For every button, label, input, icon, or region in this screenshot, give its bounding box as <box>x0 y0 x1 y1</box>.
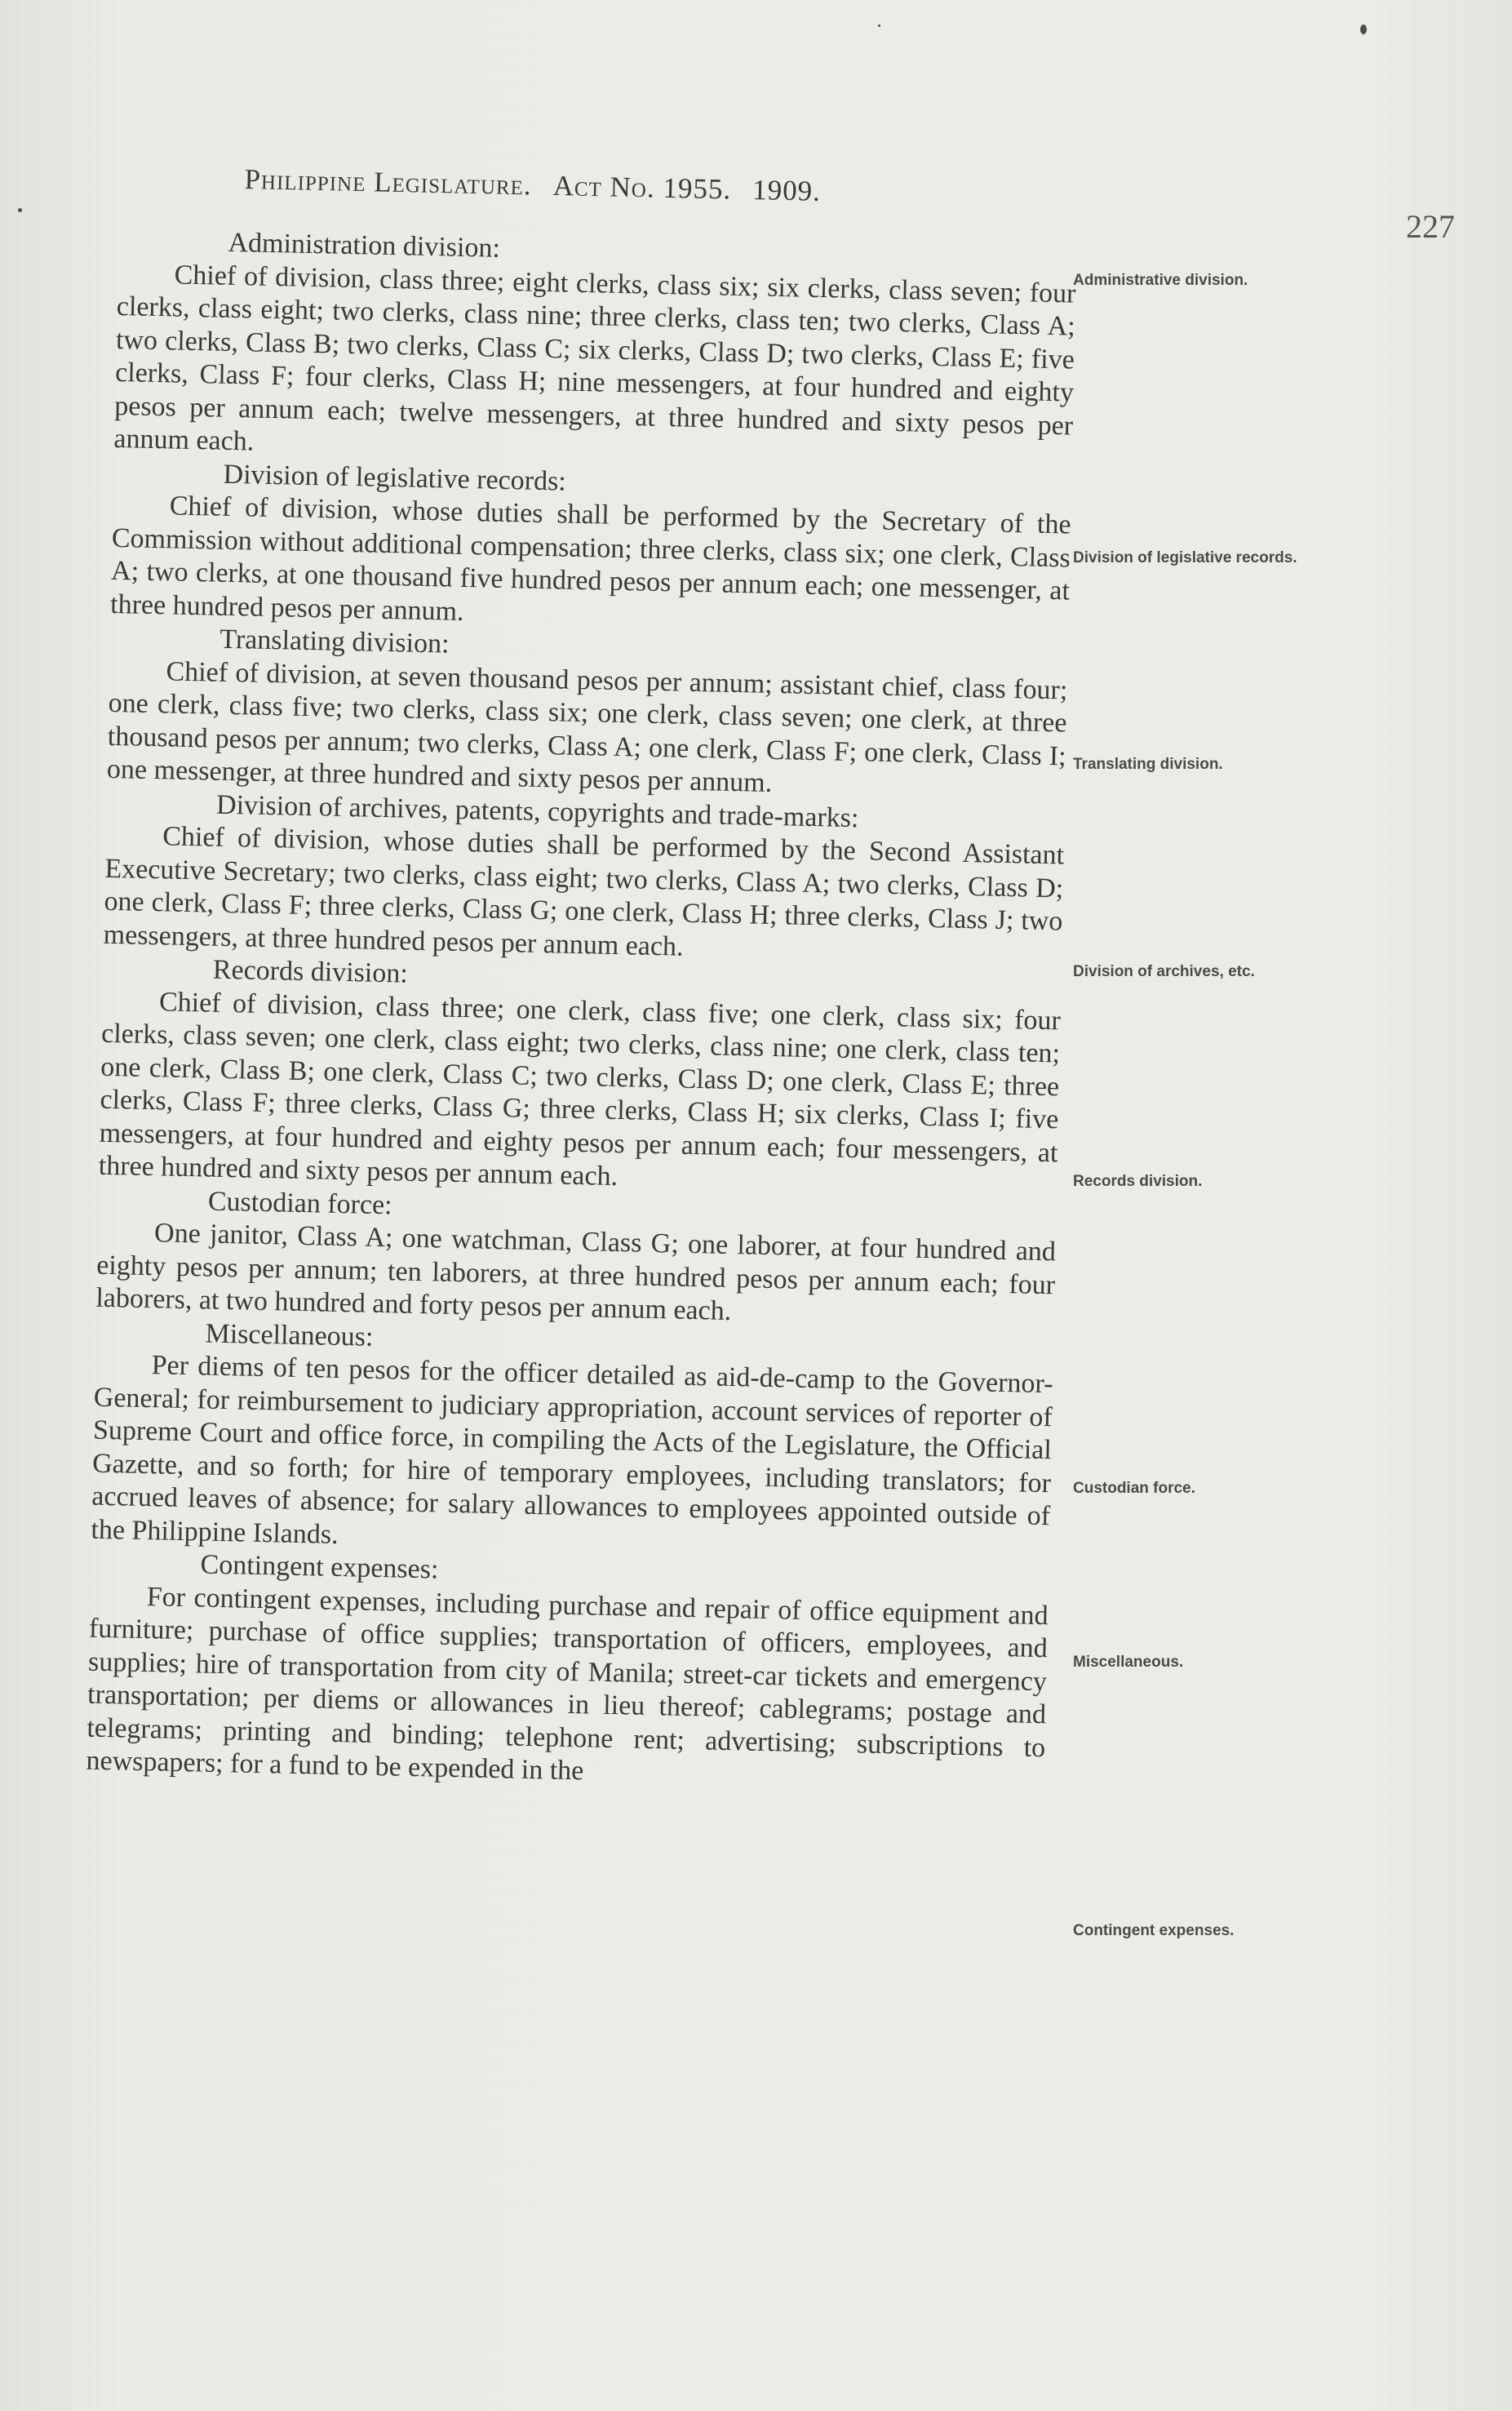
margin-note: Records division. <box>1073 1173 1203 1190</box>
body-column <box>86 224 1077 1798</box>
margin-note: Contingent expenses. <box>1073 1922 1235 1939</box>
section-body: Chief of division, class three; one clerk, class five; one clerk, class six; four clerks, class seven; one clerk, class eight; two clerks, class nine; one clerk, class ten; one clerk, Class B; one clerk, Class C; two clerks, Class D; one clerk, Class E; three clerks, Class F; three clerks, Class G; three clerks, Class H; six clerks, Class I; five messengers, at four hundred and eighty pesos per annum each; four messengers, at three hundred and sixty pesos per annum each. <box>98 986 1062 1192</box>
section-heading: Administration division: <box>228 227 501 264</box>
section-body: Chief of division, at seven thousand pesos per annum; assistant chief, class four; one clerk, class five; two clerks, class six; one clerk, class seven; one clerk, at three thousand pesos per annum; two clerks, Class A; one clerk, Class F; one clerk, Class I; one messenger, at three hundred and sixty pesos per annum. <box>106 655 1068 798</box>
section-heading: Custodian force: <box>207 1186 392 1220</box>
section-records <box>98 952 1062 1203</box>
page-number: 227 <box>1406 208 1455 245</box>
margin-note: Division of legislative records. <box>1073 549 1297 566</box>
scan-speck <box>18 208 22 212</box>
section-body: Per diems of ten pesos for the officer detailed as aid-de-camp to the Governor-General; for reimbursement to judiciary appropriation, account services of reporter of Supreme Court and office force, in compiling the Acts of the Legislature, the Official Gazette, and so forth; for hire of temporary employees, including translators; for accrued leaves of absence; for salary allowances to employees appointed outside of the Philippine Islands. <box>91 1350 1053 1550</box>
section-translating <box>107 621 1069 806</box>
running-head-legislature: Philippine Legislature. <box>244 163 533 202</box>
section-body: Chief of division, whose duties shall be performed by the Secretary of the Commission without additional compensation; three clerks, class six; one clerk, Class A; two clerks, at one thousand five hundred pesos per annum each; one messenger, at three hundred pesos per annum. <box>109 491 1071 627</box>
margin-note: Custodian force. <box>1073 1480 1195 1497</box>
margin-note: Administrative division. <box>1073 272 1248 289</box>
section-miscellaneous <box>91 1315 1054 1566</box>
section-heading: Records division: <box>212 954 409 989</box>
running-head-year: 1909. <box>752 174 822 207</box>
section-heading: Division of archives, patents, copyrights and trade-marks: <box>215 789 859 833</box>
section-heading: Division of legislative records: <box>223 459 567 497</box>
margin-note: Division of archives, etc. <box>1073 963 1255 980</box>
scan-speck <box>878 24 880 27</box>
section-body: Chief of division, whose duties shall be performed by the Second Assistant Executive Secretary; two clerks, class eight; two clerks, Class A; two clerks, Class D; one clerk, Class F; three clerks, Class G; one clerk, Class H; three clerks, Class J; two messengers, at three hundred pesos per annum each. <box>103 821 1065 962</box>
section-heading: Contingent expenses: <box>200 1549 439 1585</box>
section-body: For contingent expenses, including purchase and repair of office equipment and furniture; purchase of office supplies; transportation of officers, employees, and supplies; hire of transportation from city of Manila; street-car tickets and emergency transportation; per diems or allowances in lieu thereof; cablegrams; postage and telegrams; printing and binding; telephone rent; advertising; subscriptions to newspapers; for a fund to be expended in the <box>86 1581 1049 1787</box>
margin-note: Miscellaneous. <box>1073 1654 1184 1671</box>
section-body: Chief of division, class three; eight clerks, class six; six clerks, class seven; four clerks, class eight; two clerks, class nine; three clerks, class ten; two clerks, Class A; two clerks, Class B; two clerks, Class C; six clerks, Class D; two clerks, Class E; five clerks, Class F; four clerks, Class H; nine messengers, at four hundred and eighty pesos per annum each; twelve messengers, at three hundred and sixty pesos per annum each. <box>113 259 1076 457</box>
running-head <box>244 163 842 208</box>
section-legislative-records <box>110 455 1072 641</box>
section-contingent <box>86 1547 1049 1798</box>
section-body: One janitor, Class A; one watchman, Class G; one laborer, at four hundred and eighty pesos per annum; ten laborers, at three hundred pesos per annum each; four laborers, at two hundred and forty pesos per annum each. <box>95 1218 1057 1327</box>
margin-note: Translating division. <box>1073 756 1223 773</box>
section-archives <box>103 786 1065 971</box>
scan-speck <box>1360 24 1367 34</box>
section-custodian <box>95 1183 1057 1335</box>
section-heading: Miscellaneous: <box>205 1318 374 1352</box>
section-administration <box>113 224 1077 476</box>
running-head-act: Act No. 1955. <box>552 169 732 206</box>
margin-notes <box>1073 0 1318 2411</box>
section-heading: Translating division: <box>219 624 450 659</box>
